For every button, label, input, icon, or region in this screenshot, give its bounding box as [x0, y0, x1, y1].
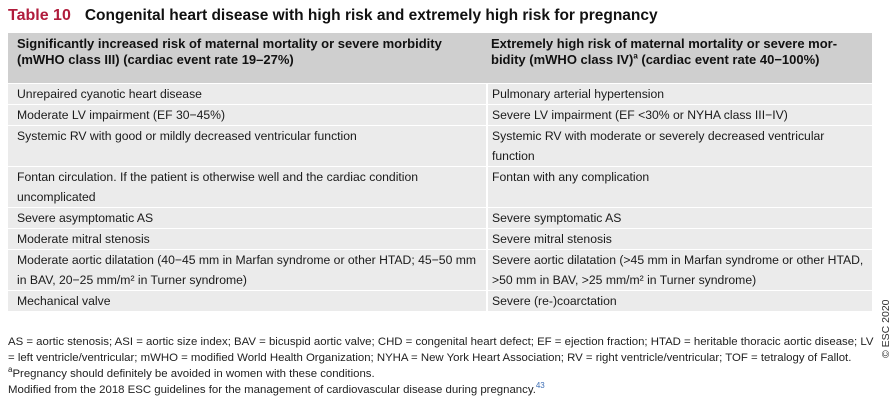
table-row [8, 104, 872, 125]
cell-class-iii: Systemic RV with good or mildly decreased ventricular function [8, 125, 487, 166]
abbreviations-line-2: = left ventricle/ventricular; mWHO = modified World Health Organization; NYHA = New York Heart Association; RV = right ventricle/ventricular; TOF = tetralogy of Fallot. [8, 352, 852, 364]
cell-class-iii: Mechanical valve [8, 290, 487, 311]
footnote-a-marker: a [8, 365, 13, 375]
header-class-iv-rate: (cardiac event rate 40−100%) [637, 52, 820, 67]
cell-class-iv: Severe LV impairment (EF <30% or NYHA class III−IV) [487, 104, 872, 125]
table-footnotes [8, 334, 872, 398]
footnote-a-text: Pregnancy should definitely be avoided in women with these conditions. [12, 368, 375, 380]
cell-class-iii: Fontan circulation. If the patient is otherwise well and the cardiac condition uncomplicated [8, 166, 487, 207]
footnote-a [8, 366, 872, 382]
cell-class-iv: Severe symptomatic AS [487, 207, 872, 228]
table-number: Table 10 [8, 7, 71, 24]
cell-class-iv: Severe mitral stenosis [487, 228, 872, 249]
table-row [8, 290, 872, 311]
cell-class-iv: Severe aortic dilatation (>45 mm in Marfan syndrome or other HTAD, >50 mm in BAV, >25 mm/m² in Turner syndrome) [487, 249, 872, 290]
source-note [8, 382, 872, 398]
abbreviations-line-1: AS = aortic stenosis; ASI = aortic size index; BAV = bicuspid aortic valve; CHD = congenital heart defect; EF = ejection fraction; HTAD = heritable thoracic aortic disease; LV [8, 336, 874, 348]
header-class-iv [487, 33, 872, 83]
cell-class-iii: Moderate LV impairment (EF 30−45%) [8, 104, 487, 125]
table-row [8, 207, 872, 228]
table-row [8, 166, 872, 207]
table-row [8, 125, 872, 166]
cell-class-iv: Systemic RV with moderate or severely decreased ventricular function [487, 125, 872, 166]
table-row [8, 83, 872, 104]
cell-class-iii: Moderate aortic dilatation (40−45 mm in Marfan syndrome or other HTAD; 45−50 mm in BAV, 20−25 mm/m² in Turner syndrome) [8, 249, 487, 290]
header-class-iv-text: Extremely high risk of maternal mortality or severe mor-bidity (mWHO class IV) [491, 36, 838, 67]
table-caption: Congenital heart disease with high risk and extremely high risk for pregnancy [84, 7, 658, 24]
cell-class-iv: Fontan with any complication [487, 166, 872, 207]
table-row [8, 228, 872, 249]
header-footnote-marker: a [633, 51, 638, 61]
cell-class-iii: Severe asymptomatic AS [8, 207, 487, 228]
risk-table [8, 33, 872, 311]
header-row [8, 33, 872, 83]
source-reference-link[interactable]: 43 [535, 381, 545, 391]
header-class-iii: Significantly increased risk of maternal mortality or severe morbidity (mWHO class III) (cardiac event rate 19–27%) [8, 33, 487, 83]
table-body [8, 83, 872, 311]
cell-class-iv: Pulmonary arterial hypertension [487, 83, 872, 104]
source-text: Modified from the 2018 ESC guidelines for the management of cardiovascular disease during pregnancy. [8, 384, 536, 396]
cell-class-iv: Severe (re-)coarctation [487, 290, 872, 311]
cell-class-iii: Unrepaired cyanotic heart disease [8, 83, 487, 104]
table-row [8, 249, 872, 290]
copyright-notice: © ESC 2020 [880, 299, 892, 358]
cell-class-iii: Moderate mitral stenosis [8, 228, 487, 249]
table-title [8, 7, 658, 27]
